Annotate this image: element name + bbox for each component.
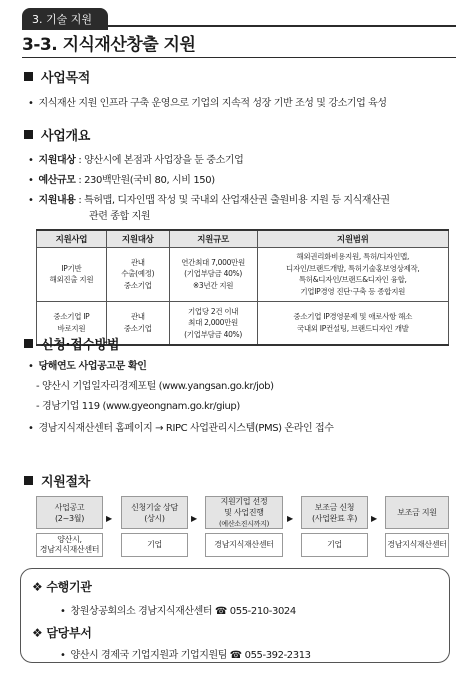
step-title: 사업공고 (2~3월) [36,496,103,529]
diamond-bullet-icon: ❖ [32,626,43,640]
table-cell: 관내 중소기업 [106,301,169,345]
step-actor: 경남지식재산센터 [385,533,449,557]
overview-content-cont: 관련 종합 지원 [89,211,151,222]
overview-target: • 지원대상 : 양산시에 본점과 사업장을 둔 중소기업 [28,155,244,166]
table-header: 지원범위 [257,230,449,247]
square-bullet-icon [24,130,33,139]
diamond-bullet-icon: ❖ [32,580,43,594]
step-actor: 기업 [301,533,368,557]
procedure-step [36,496,103,557]
step-title: 보조금 지원 [385,496,449,529]
department-heading: ❖ 담당부서 [32,626,92,640]
step-actor: 기업 [121,533,188,557]
arrow-right-icon: ▶ [287,514,294,523]
title-divider [22,57,456,58]
table-cell: 연간최대 7,000만원 (기업부담금 40%) ※3년간 지원 [169,247,257,301]
arrow-right-icon: ▶ [371,514,378,523]
table-header: 지원사업 [37,230,107,247]
step-title: 보조금 신청 (사업완료 후) [301,496,368,529]
apply-link-yangsan: - 양산시 기업일자리경제포털 (www.yangsan.go.kr/job) [36,381,274,392]
procedure-step [301,496,368,557]
apply-online: • 경남지식재산센터 홈페이지 → RIPC 사업관리시스템(PMS) 온라인 접수 [28,423,334,434]
table-cell: IP기반 해외진출 지원 [37,247,107,301]
dot-bullet-icon: • [28,195,34,206]
table-header-row [37,230,449,247]
procedure-heading: 지원절차 [24,471,90,490]
section-tag: 3. 기술 지원 [22,8,108,30]
square-bullet-icon [24,476,33,485]
step-title: 지원기업 선정 및 사업진행 (예산소진시까지) [205,496,283,529]
dot-bullet-icon: • [28,98,34,109]
dot-bullet-icon: • [28,155,34,166]
arrow-right-icon: ▶ [106,514,113,523]
arrow-right-icon: ▶ [191,514,198,523]
table-cell: 기업당 2건 이내 최대 2,000만원 (기업부담금 40%) [169,301,257,345]
header-divider [22,25,456,27]
table-cell: 관내 수출(예정) 중소기업 [106,247,169,301]
overview-content: • 지원내용 : 특허맵, 디자인맵 작성 및 국내외 산업재산권 출원비용 지원 등 지식재산권 [28,195,390,206]
apply-link-gyeongnam: - 경남기업 119 (www.gyeongnam.go.kr/giup) [36,401,240,412]
overview-budget: • 예산규모 : 230백만원(국비 80, 시비 150) [28,175,215,186]
agency-line: • 창원상공회의소 경남지식재산센터 ☎ 055-210-3024 [60,606,296,617]
dot-bullet-icon: • [60,650,66,661]
table-header: 지원규모 [169,230,257,247]
step-title: 신청기술 상담 (상시) [121,496,188,529]
dot-bullet-icon: • [28,423,34,434]
dot-bullet-icon: • [60,606,66,617]
procedure-step [205,496,283,557]
dot-bullet-icon: • [28,175,34,186]
table-header: 지원대상 [106,230,169,247]
table-cell: 해외권리화비용지원, 특허/디자인맵, 디자인/브랜드개발, 특허기술홍보영상제작, 특허&디자인/브랜드&디자인 융합, 기업IP경영 진단·구축 등 종합지원 [257,247,449,301]
support-table [36,229,449,346]
department-line: • 양산시 경제국 기업지원과 기업지원팀 ☎ 055-392-2313 [60,650,311,661]
table-cell: 중소기업 IP경영문제 및 애로사항 해소 국내외 IP컨설팅, 브랜드디자인 개발 [257,301,449,345]
square-bullet-icon [24,72,33,81]
step-actor: 경남지식재산센터 [205,533,283,557]
dot-bullet-icon: • [28,361,34,372]
apply-heading: 신청·접수방법 [24,334,119,353]
page-title: 3-3. 지식재산창출 지원 [22,35,196,55]
purpose-heading: 사업목적 [24,67,90,86]
procedure-step [385,496,449,557]
procedure-step [121,496,188,557]
step-actor: 양산시, 경남지식재산센터 [36,533,103,557]
purpose-text: • 지식재산 지원 인프라 구축 운영으로 기업의 지속적 성장 기반 조성 및 강소기업 육성 [28,98,387,109]
table-cell: 중소기업 IP 바로지원 [37,301,107,345]
square-bullet-icon [24,339,33,348]
table-row [37,247,449,301]
agency-heading: ❖ 수행기관 [32,580,92,594]
overview-heading: 사업개요 [24,125,90,144]
apply-notice: • 당해연도 사업공고문 확인 [28,361,147,372]
